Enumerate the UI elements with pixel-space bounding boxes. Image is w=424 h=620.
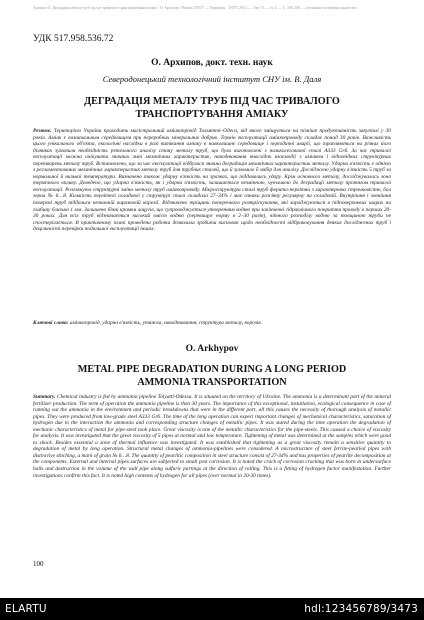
en-title-line-2: AMMONIA TRANSPORTATION: [137, 376, 287, 388]
ua-author: О. Архипов, докт. техн. наук: [151, 58, 273, 68]
ua-summary-text: Територією України проходить магістральний аміакопровід Тольятті–Одеса, від якого зміщується на пізніше продуктивність закупівлі у 30 років. Аміак є визначальним середовищем при переробних мінеральних добрив. Термін експлуатації аміакопроводу складає понад 30 років. Важливість цього унікального об'єкта, екологічні наслідки в разі витікання аміаку в навколишнє середовище і періодичні аварії, що трапляються на різних його ділянках зумовили необхідність ретельного аналізу стану металу труб, що були виготовлені з низьколегованої сталі А333 Gr6. За час тривалої експлуатації можна очікувати значних змін механічних характеристик, наводнювання внаслідок взаємодії з аміаком і відповідних структурних перетворень металу труб. Встановлено, що за час експлуатації відбулася значна деградація механічних характеристик металу. Ударна в'язкість є однією з регламентованих механічних характеристик металу труб для трубних сталей, що й зумовило її вибір для аналізу. Досліджено ударну в'язкість 5 труб за нормальної й низької температури. Визначено також ударну в'язкість на зразках, що піддавались удару. Крім основного металу, досліджувалась зона термічного впливу. Доведено, що ударна в'язкість, як і ударна в'язкість, залишається незмінною, чутливою до деградації металу протягом тривалої експлуатації. Розглянуто структурні зміни металу труб аміакопроводу. Мікроструктура сталі труб ферито-перлітна з характерною строчковістю, бал зерна № 6…8. Кількість перлітної складової у структурі сталі складала 27–34% і має ознаки розсіяну регулярну на складовій. Внутрішня і зовнішня поверхні труб піддалися незначній виразковій корозії. Відзначено тріщини поперечного розтріскування, які зароджуються в підповерхневих шарах на глибину близько 1 мм. Залишено бічні кромки лацугів, що супроводжується утворенням водню при закінченні гідравлічного покриття проводу в перших 20-30 роках. Для всіх труб відзначається високий вміст водню (перевищує норму в 2–30 разів), чітного розподілу водню за товщиною труби не спостерігається. В практичному плані проведена робота дозволила зробити висновок щодо необхідності відбраковування деяких досліджених труб і доцільності перевірки подальшої експлуатації інших.: [33, 128, 391, 233]
ua-keywords-text: аміакопровід, ударна в'язкість, утяжка, наводнювання, структура металу, корозія.: [69, 320, 263, 326]
ua-title-line-2: ТРАНСПОРТУВАННЯ АМІАКУ: [135, 108, 289, 120]
handle-link[interactable]: hdl:123456789/3473: [304, 603, 418, 615]
en-title: [40, 364, 384, 389]
en-summary-label: Summary.: [33, 394, 56, 400]
citation-header: Архипов О. Деградація металу труб під час тривалого транспортування аміаку / О. Архипов // Вісник ТНТУ — Тернопіль : ТНТУ, 2014. — Том 74. — № 2. — С. 100–108. — (механіка та матеріалознавство).: [33, 6, 358, 10]
ua-keywords: [33, 320, 391, 327]
ua-keywords-label: Ключові слова:: [33, 320, 69, 326]
en-summary-text: Chemical industry is fed by ammonia pipeline Tolyatti-Odessa. It is situated on the territory of Ukraine. The ammonia is a determinant part of the mineral fertilizer production. The term of operation the ammonia pipeline is then 30 years. The importance of this exceptional, installation, ecological consequence in case of running out the ammonia in the environment and periodic breakdowns that were in the different part, all this causes the necessity of thorough analysis of metallic pipes. They were produced from low-grade steel A333 Gr6. The time of the long operation can expect important changes of mechanical characteristics, saturation of hydrogen due to the interaction the ammonia and corresponding structure changes of metallic pipes. It was stated during the time operation the degradation of mechanic characteristics of metal for pipe-steel took place. Great viscosity is one of the metallic characteristics for the pipe-steels. This caused a choice of viscosity for analysis. It was investigated that the great viscosity of 5 pipes at normal and low temperature. Tightening of metal was determined at the samples which were good to shock. Besides essential a zone of thermal influence was investigated. It was established that tightening as a great viscosity remain a sensitive quantity to degradation of metal by long operation. Structural metal changes of ammonia-pipelines were considered. A microstructure of steel ferrite-pearled pipes with distinctive stitching, a mark of grain № 6…8. The quantity of pearlitic composition in steel structure consist of 27-34% and has properties of pearlite decomposition at the components. External and internal pipes surfaces are subjected to small pest corrosion. It is noted the crack of corrosion cracking that was born in undersurface balls and destruction in the volume of the wall pipe along sulfuric partings at the direction of rolling. This is a fitting of hydrogen factor manifestation. Further investigations confirm this fact. It is noted high contents of hydrogen for all pipes (over normal in 20-30 times).: [33, 394, 391, 479]
ua-summary: [33, 128, 391, 233]
repository-name: ELARTU: [5, 603, 47, 615]
ua-affiliation: Северодонецький технологічний інститут СНУ ім. В. Даля: [102, 74, 322, 84]
en-author: O. Arkhypov: [185, 344, 239, 354]
repository-footer: [0, 598, 424, 620]
ua-summary-label: Резюме.: [33, 128, 52, 134]
en-summary: [33, 394, 391, 479]
udc-code: УДК 517.958.536.72: [33, 34, 114, 44]
page-number: 100: [33, 560, 44, 568]
en-title-line-1: METAL PIPE DEGRADATION DURING A LONG PERIOD: [77, 364, 347, 375]
ua-title: [40, 96, 384, 121]
ua-title-line-1: ДЕГРАДАЦІЯ МЕТАЛУ ТРУБ ПІД ЧАС ТРИВАЛОГО: [84, 96, 340, 107]
